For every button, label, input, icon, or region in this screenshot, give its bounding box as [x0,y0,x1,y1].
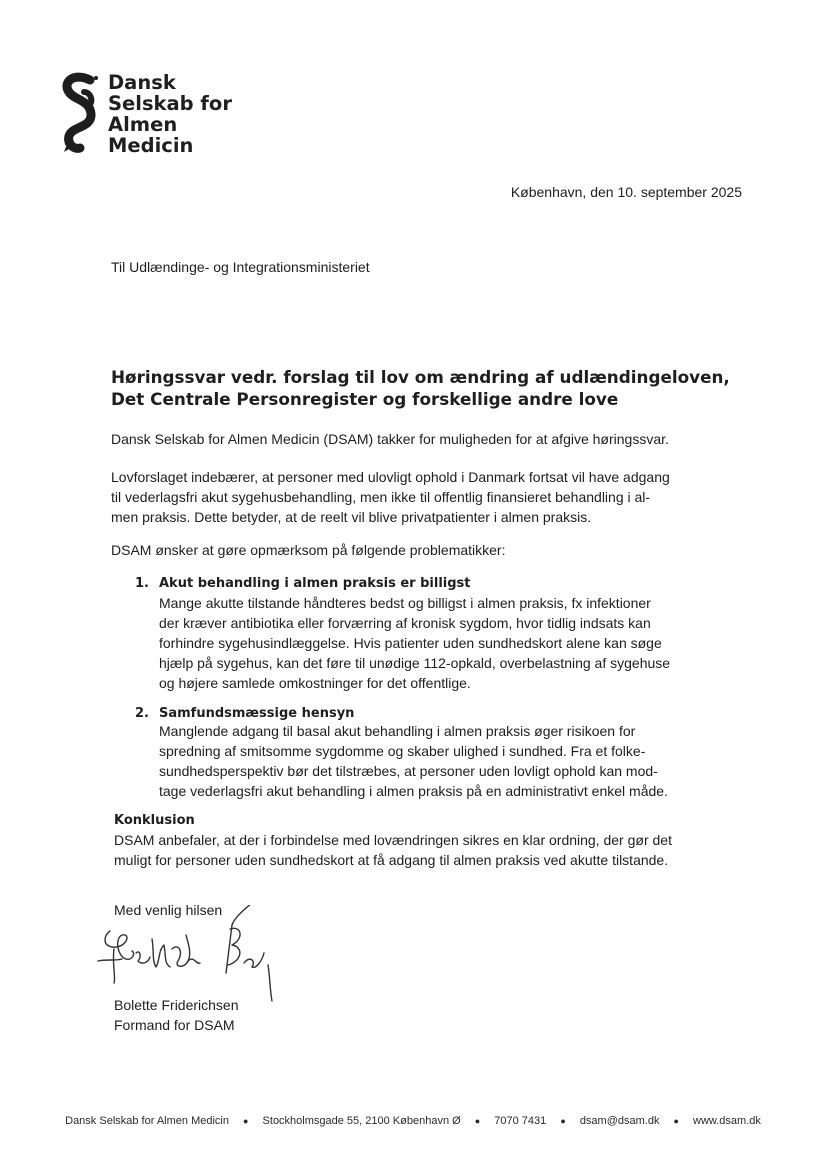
list-item-line: sundhedsperspektiv bør det tilstræbes, at personer uden lovligt ophold kan mod- [159,763,658,779]
list-item-line: tage vederlagsfri akut behandling i almen praksis på en administrativt enkel måde. [159,783,668,799]
handwritten-signature [92,905,282,1005]
letter-footer [0,1115,826,1127]
paragraph-line: men praksis. Dette betyder, at de reelt vil blive privatpatienter i almen praksis. [111,509,592,525]
bullet-separator-icon: ● [560,1116,566,1127]
recipient-line: Til Udlændinge- og Integrationsministeriet [111,259,370,275]
caduceus-snake-icon [60,70,100,154]
paragraph-line: Lovforslaget indebærer, at personer med ulovligt ophold i Danmark fortsat vil have adgang [111,469,670,485]
list-item-line: Manglende adgang til basal akut behandling i almen praksis øger risikoen for [159,723,636,739]
list-item-body [159,593,719,693]
logo-line: Selskab for [108,92,232,115]
conclusion-line: muligt for personer uden sundhedskort at få adgang til almen praksis ved akutte tilstande. [114,852,669,868]
list-item-heading: Samfundsmæssige hensyn [159,706,355,721]
list-item-heading: Akut behandling i almen praksis er billigst [159,576,471,591]
footer-address: Stockholmsgade 55, 2100 København Ø [262,1115,461,1127]
bullet-separator-icon: ● [243,1116,249,1127]
list-item-body [159,721,719,801]
letter-title [111,366,731,410]
footer-email[interactable]: dsam@dsam.dk [579,1115,660,1127]
bullet-separator-icon: ● [673,1116,679,1127]
title-line: Høringssvar vedr. forslag til lov om ændring af udlændingeloven, [111,367,730,387]
list-item-number: 2. [135,706,149,721]
title-line: Det Centrale Personregister og forskellige andre love [111,389,619,409]
list-item-line: forhindre sygehusindlæggelse. Hvis patienter uden sundhedskort alene kan søge [159,635,662,651]
organization-logo-text [108,72,232,156]
signer-role: Formand for DSAM [114,1017,235,1033]
list-item-line: der kræver antibiotika eller forværring af kronisk sygdom, hvor tidlig indsats kan [159,615,651,631]
logo-line: Dansk [108,71,176,94]
intro-paragraph: Dansk Selskab for Almen Medicin (DSAM) takker for muligheden for at afgive høringssvar. [111,431,669,447]
conclusion-line: DSAM anbefaler, at der i forbindelse med lovændringen sikres en klar ordning, der gør det [114,832,672,848]
lead-in-paragraph: DSAM ønsker at gøre opmærksom på følgende problematikker: [111,542,506,558]
closing-greeting: Med venlig hilsen [114,902,223,918]
conclusion-body [114,830,714,870]
list-item-line: spredning af smitsomme sygdomme og skaber ulighed i sundhed. Fra et folke- [159,743,646,759]
letter-date: København, den 10. september 2025 [510,184,742,200]
footer-phone: 7070 7431 [494,1115,547,1127]
footer-website[interactable]: www.dsam.dk [693,1115,761,1127]
conclusion-heading: Konklusion [114,813,195,828]
body-paragraph [111,467,711,527]
list-item-number: 1. [135,576,149,591]
paragraph-line: til vederlagsfri akut sygehusbehandling, men ikke til offentlig finansieret behandling i al- [111,489,651,505]
logo-line: Almen [108,113,178,136]
signer-name: Bolette Friderichsen [114,997,239,1013]
signer-block [114,995,239,1035]
list-item-line: Mange akutte tilstande håndteres bedst og billigst i almen praksis, fx infektioner [159,595,651,611]
list-item-line: og højere samlede omkostninger for det offentlige. [159,675,471,691]
list-item-line: hjælp på sygehus, kan det føre til unødige 112-opkald, overbelastning af sygehuse [159,655,671,671]
logo-line: Medicin [108,134,194,157]
footer-org: Dansk Selskab for Almen Medicin [65,1115,229,1127]
bullet-separator-icon: ● [474,1116,481,1127]
